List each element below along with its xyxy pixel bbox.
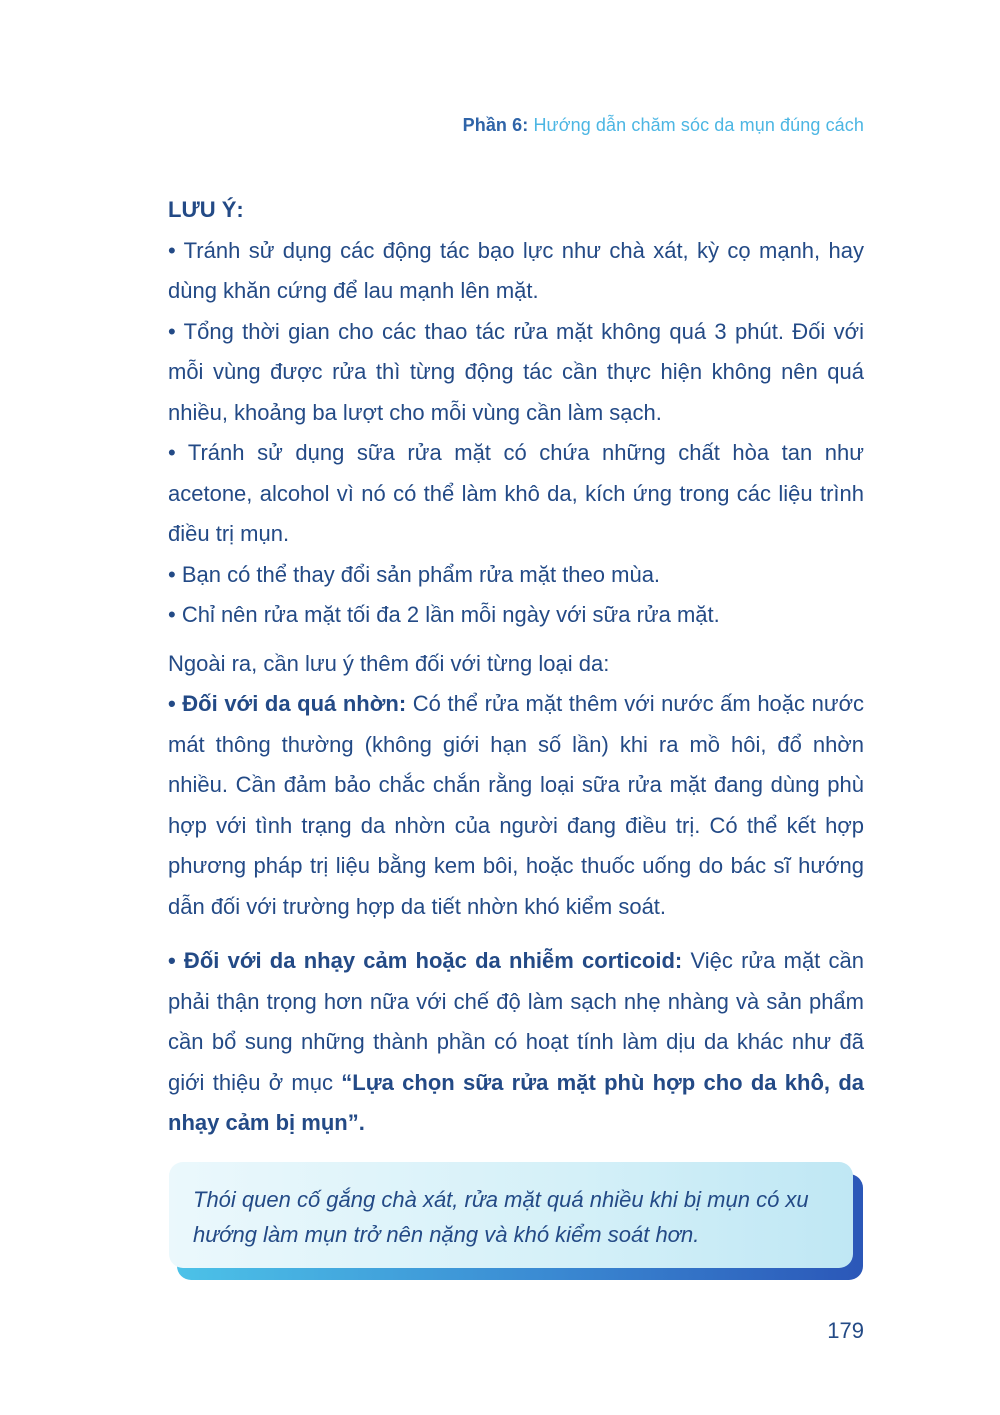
- note-bullet-4: • Bạn có thể thay đổi sản phẩm rửa mặt theo mùa.: [168, 561, 661, 587]
- sensitive-skin-text: Việc rửa mặt cần phải thận trọng hơn nữa với chế độ làm sạch nhẹ nhàng và sản phẩm cần bổ sung những thành phần có hoạt tính làm dịu da khác như đã giới thiệu ở mục: [168, 948, 864, 1095]
- sensitive-skin-label: • Đối với da nhạy cảm hoặc da nhiễm corticoid:: [168, 948, 683, 973]
- note-bullet-1: • Tránh sử dụng các động tác bạo lực như chà xát, kỳ cọ mạnh, hay dùng khăn cứng để lau mạnh lên mặt.: [168, 237, 864, 303]
- part-label: Phần 6:: [462, 115, 529, 135]
- note-heading: LƯU Ý:: [168, 197, 244, 222]
- skin-type-intro: Ngoài ra, cần lưu ý thêm đối với từng loại da:: [168, 650, 610, 676]
- sensitive-skin-paragraph: [168, 941, 864, 1144]
- oily-skin-text: Có thể rửa mặt thêm với nước ấm hoặc nước mát thông thường (không giới hạn số lần) khi ra mồ hôi, đổ nhờn nhiều. Cần đảm bảo chắc chắn rằng loại sữa rửa mặt đang dùng phù hợp với tình trạng da nhờn của người đang điều trị. Có thể kết hợp phương pháp trị liệu bằng kem bôi, hoặc thuốc uống do bác sĩ hướng dẫn đối với trường hợp da tiết nhờn khó kiểm soát.: [168, 691, 865, 919]
- callout-text: Thói quen cố gắng chà xát, rửa mặt quá nhiều khi bị mụn có xu hướng làm mụn trở nên nặng và khó kiểm soát hơn.: [193, 1187, 809, 1247]
- note-bullet-5: • Chỉ nên rửa mặt tối đa 2 lần mỗi ngày với sữa rửa mặt.: [168, 602, 720, 627]
- page-number: 179: [827, 1318, 864, 1343]
- running-header: [463, 115, 864, 136]
- sensitive-skin-reference: “Lựa chọn sữa rửa mặt phù hợp cho da khô, da nhạy cảm bị mụn”.: [168, 1069, 864, 1135]
- note-bullet-2: • Tổng thời gian cho các thao tác rửa mặt không quá 3 phút. Đối với mỗi vùng được rửa thì từng động tác cần thực hiện không nên quá nhiều, khoảng ba lượt cho mỗi vùng cần làm sạch.: [168, 318, 864, 425]
- note-bullet-3: • Tránh sử dụng sữa rửa mặt có chứa những chất hòa tan như acetone, alcohol vì nó có thể làm khô da, kích ứng trong các liệu trình điều trị mụn.: [168, 440, 864, 546]
- oily-skin-label: • Đối với da quá nhờn:: [168, 691, 407, 716]
- chapter-title: Hướng dẫn chăm sóc da mụn đúng cách: [533, 115, 864, 135]
- page-body: [168, 190, 864, 1144]
- oily-skin-paragraph: [168, 684, 864, 927]
- callout-box: [169, 1162, 863, 1280]
- callout-panel: [169, 1162, 853, 1268]
